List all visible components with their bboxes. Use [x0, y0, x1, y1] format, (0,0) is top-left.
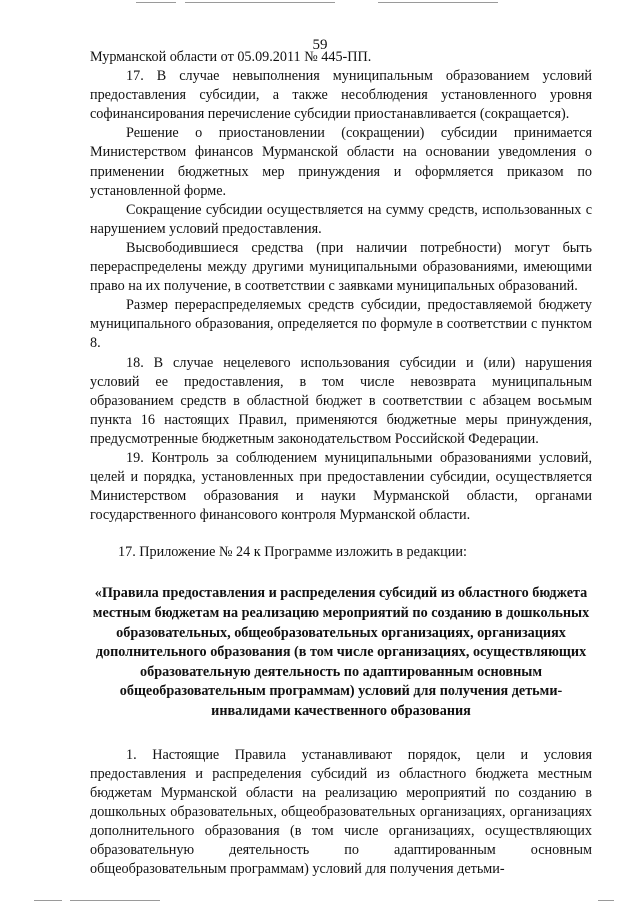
- paragraph-reduction: Сокращение субсидии осуществляется на сумму средств, использованных с нарушением условий предоставления.: [90, 201, 592, 237]
- scan-edge-mark: [34, 900, 62, 901]
- scan-edge-mark: [185, 2, 335, 3]
- paragraph-redistribution-formula: Размер перераспределяемых средств субсидии, предоставляемой бюджету муниципального образования, определяется по формуле в соответствии с пунктом 8.: [90, 297, 592, 352]
- rules-heading: «Правила предоставления и распределения субсидий из областного бюджета местным бюджетам на реализацию мероприятий по созданию в дошкольных образовательных, общеобразовательных организациях, организациях дополнительного образования (в том числе организациях, осуществляющих образовательную деятельность по адаптированным основным общеобразовательным программам) условий для получения детьми-инвалидами качественного образования: [92, 585, 590, 719]
- page-number: 59: [312, 37, 328, 53]
- paragraph-item-18: 18. В случае нецелевого использования субсидии и (или) нарушения условий ее предоставления, в том числе невозврата муниципальным образованием средств в областной бюджет в соответствии с абзацем восьмым пункта 16 настоящих Правил, применяются бюджетные меры принуждения, предусмотренные бюджетным законодательством Российской Федерации.: [90, 354, 592, 447]
- paragraph-redistribution: Высвободившиеся средства (при наличии потребности) могут быть перераспределены между другими муниципальными образованиями, имеющими право на их получение, в соответствии с заявками муниципальных образований.: [90, 239, 592, 295]
- paragraph-item-19: 19. Контроль за соблюдением муниципальными образованиями условий, целей и порядка, установленных при предоставлении субсидии, осуществляется Министерством образования и науки Мурманской области, органами государственного финансового контроля Мурманской области.: [90, 449, 592, 524]
- paragraph-rules-item-1: 1. Настоящие Правила устанавливают порядок, цели и условия предоставления и распределения субсидий из областного бюджета местным бюджетам Мурманской области на реализацию мероприятий по созданию в дошкольных образовательных, общеобразовательных организациях, организациях дополнительного образования (в том числе организациях, осуществляющих образовательную деятельность по адаптированным основным общеобразовательным программам) условий для получения детьми-: [90, 746, 592, 878]
- scan-edge-mark: [70, 900, 160, 901]
- paragraph-item-17: 17. В случае невыполнения муниципальным образованием условий предоставления субсидии, а также несоблюдения установленного уровня софинансирования перечисление субсидии приостанавливается (сокращается).: [90, 68, 592, 123]
- scan-edge-mark: [598, 900, 614, 901]
- scan-edge-mark: [136, 2, 176, 3]
- scan-edge-mark: [378, 2, 498, 3]
- paragraph-continuation: Мурманской области от 05.09.2011 № 445-ПП.: [90, 49, 372, 65]
- amendment-item-17: 17. Приложение № 24 к Программе изложить в редакции:: [118, 544, 467, 561]
- paragraph-suspension-decision: Решение о приостановлении (сокращении) субсидии принимается Министерством финансов Мурманской области на основании уведомления о применении бюджетных мер принуждения и оформляется приказом по установленной форме.: [90, 125, 592, 199]
- document-body: [90, 48, 592, 879]
